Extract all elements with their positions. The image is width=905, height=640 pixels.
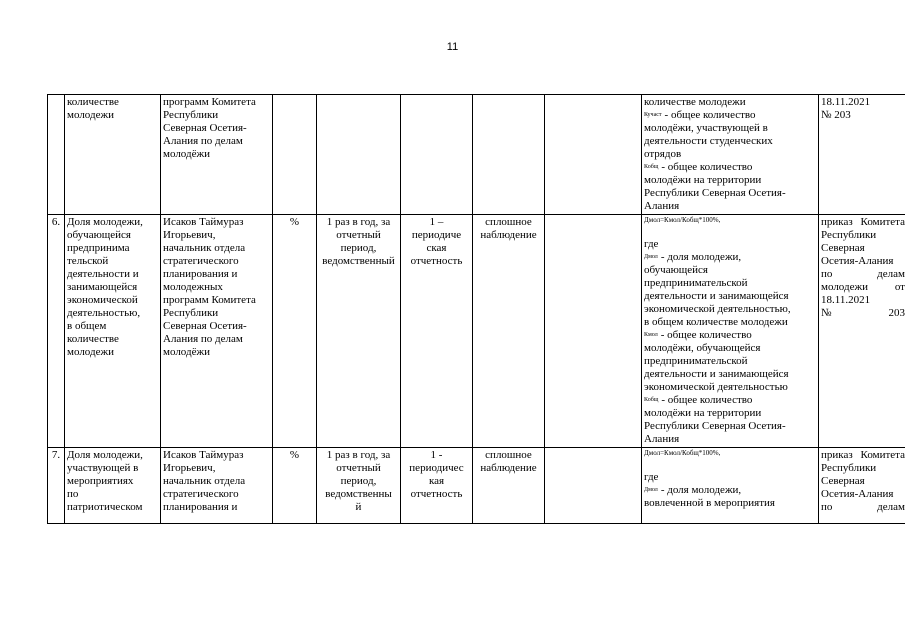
periodicity-line: период, xyxy=(340,475,377,487)
method-line: сплошное xyxy=(485,449,532,461)
reporting-form-cell xyxy=(401,95,473,215)
periodicity-line: отчетный xyxy=(336,229,381,241)
periodicity-line: й xyxy=(355,501,362,513)
symbol: Дмол xyxy=(644,487,658,493)
indicator-name-cell xyxy=(65,95,161,215)
calculation-line: Республики Северная Осетия- xyxy=(644,187,786,199)
periodicity-cell xyxy=(317,448,401,524)
periodicity-line: отчетный xyxy=(336,462,381,474)
symbol: Кучаст xyxy=(644,112,662,118)
responsible-cell xyxy=(161,215,273,448)
indicator-line: участвующей в xyxy=(67,462,139,474)
basis-line: № 203 xyxy=(821,307,905,319)
basis-line: Северная xyxy=(821,242,865,254)
symbol: Кобщ xyxy=(644,164,659,170)
method-line: наблюдение xyxy=(480,462,537,474)
basis-line: 18.11.2021 xyxy=(821,294,871,306)
responsible-line: Игорьевич, xyxy=(163,229,216,241)
symbol-definition: $^{Кобщ}$ - общее количество xyxy=(644,161,753,173)
empty-cell xyxy=(545,95,642,215)
indicator-line: Доля молодежи, xyxy=(67,449,143,461)
method-line: наблюдение xyxy=(480,229,537,241)
basis-line: Осетия-Алания xyxy=(821,488,894,500)
symbol: Кобщ xyxy=(644,397,659,403)
responsible-line: Северная Осетия- xyxy=(163,320,247,332)
indicator-line: в общем xyxy=(67,320,107,332)
table-row xyxy=(48,95,905,215)
basis-line: приказ Комитета xyxy=(821,449,905,461)
basis-cell xyxy=(819,448,905,524)
symbol-definition: $^{Кобщ}$ - общее количество xyxy=(644,394,753,406)
indicator-line: тельской xyxy=(67,255,109,267)
basis-line: по делам xyxy=(821,501,905,513)
indicator-line: экономической xyxy=(67,294,138,306)
responsible-line: программ Комитета xyxy=(163,294,256,306)
symbol-definition: $^{Дмол}$ - доля молодежи, xyxy=(644,251,742,263)
responsible-line: стратегического xyxy=(163,488,239,500)
indicator-line: Доля молодежи, xyxy=(67,216,143,228)
calculation-line: количестве молодежи xyxy=(644,96,746,108)
calculation-line: обучающейся xyxy=(644,264,708,276)
periodicity-line: 1 раз в год, за xyxy=(326,449,391,461)
indicator-line: количестве xyxy=(67,96,119,108)
symbol-definition: $^{Кмол}$ - общее количество xyxy=(644,329,752,341)
basis-line: Республики xyxy=(821,462,877,474)
unit-cell: % xyxy=(273,215,317,448)
indicator-line: молодежи xyxy=(67,346,114,358)
form-line: 1 – xyxy=(429,216,444,228)
responsible-line: Исаков Таймураз xyxy=(163,216,244,228)
calculation-line: отрядов xyxy=(644,148,682,160)
row-number-cell: 6. xyxy=(48,215,65,448)
calculation-line: предпринимательской xyxy=(644,355,748,367)
form-line: кая xyxy=(428,475,445,487)
reporting-form-cell xyxy=(401,215,473,448)
calculation-line: где xyxy=(644,238,659,250)
formula: Дмол=Кмол/Кобщ*100%, xyxy=(644,216,721,224)
indicator-line: количестве xyxy=(67,333,119,345)
calculation-line: молодёжи, обучающейся xyxy=(644,342,761,354)
table-body xyxy=(48,95,905,524)
basis-line: по делам xyxy=(821,268,905,280)
row-number-cell: 7. xyxy=(48,448,65,524)
basis-line: 18.11.2021 xyxy=(821,96,871,108)
calculation-line: молодёжи на территории xyxy=(644,407,762,419)
responsible-cell xyxy=(161,95,273,215)
basis-line: № 203 xyxy=(821,109,851,121)
responsible-line: планирования и xyxy=(163,268,238,280)
unit-cell xyxy=(273,95,317,215)
calculation-cell xyxy=(642,448,819,524)
periodicity-line: 1 раз в год, за xyxy=(326,216,391,228)
table-row xyxy=(48,215,905,448)
formula: Дмол=Кмол/Кобщ*100%, xyxy=(644,449,721,457)
method-cell xyxy=(473,448,545,524)
indicator-line: патриотическом xyxy=(67,501,143,513)
basis-line: Республики xyxy=(821,229,877,241)
empty-cell xyxy=(545,448,642,524)
calculation-line: Республики Северная Осетия- xyxy=(644,420,786,432)
page-number: 11 xyxy=(446,41,459,53)
method-line: сплошное xyxy=(485,216,532,228)
periodicity-cell xyxy=(317,215,401,448)
responsible-line: начальник отдела xyxy=(163,475,246,487)
indicators-table xyxy=(47,94,905,524)
responsible-line: Игорьевич, xyxy=(163,462,216,474)
method-cell xyxy=(473,95,545,215)
symbol-definition: $^{Дмол}$ - доля молодежи, xyxy=(644,484,742,496)
basis-line: приказ Комитета xyxy=(821,216,905,228)
responsible-line: планирования и xyxy=(163,501,238,513)
calculation-cell xyxy=(642,215,819,448)
form-line: периодичес xyxy=(409,462,464,474)
responsible-line: программ Комитета xyxy=(163,96,256,108)
basis-cell xyxy=(819,95,905,215)
indicator-line: занимающейся xyxy=(67,281,138,293)
calculation-line: деятельности и занимающейся xyxy=(644,368,789,380)
basis-line: молодежи от xyxy=(821,281,905,293)
basis-line: Осетия-Алания xyxy=(821,255,894,267)
method-cell xyxy=(473,215,545,448)
periodicity-line: ведомственны xyxy=(325,488,392,500)
form-line: отчетность xyxy=(410,488,463,500)
calculation-line: экономической деятельностью, xyxy=(644,303,791,315)
symbol: Дмол xyxy=(644,254,658,260)
responsible-line: Алания по делам xyxy=(163,333,243,345)
row-number-cell xyxy=(48,95,65,215)
table-row xyxy=(48,448,905,524)
responsible-line: Алания по делам xyxy=(163,135,243,147)
form-line: периодиче xyxy=(411,229,462,241)
responsible-cell xyxy=(161,448,273,524)
responsible-line: стратегического xyxy=(163,255,239,267)
calculation-line: Алания xyxy=(644,433,680,445)
calculation-cell xyxy=(642,95,819,215)
calculation-line: предпринимательской xyxy=(644,277,748,289)
calculation-line: деятельности студенческих xyxy=(644,135,773,147)
indicator-line: мероприятиях xyxy=(67,475,134,487)
responsible-line: Республики xyxy=(163,307,219,319)
calculation-line: в общем количестве молодежи xyxy=(644,316,788,328)
responsible-line: Северная Осетия- xyxy=(163,122,247,134)
empty-cell xyxy=(545,215,642,448)
periodicity-cell xyxy=(317,95,401,215)
periodicity-line: период, xyxy=(340,242,377,254)
calculation-line: экономической деятельностью xyxy=(644,381,788,393)
indicator-line: по xyxy=(67,488,79,500)
symbol-definition: $^{Кучаст}$ - общее количество xyxy=(644,109,756,121)
calculation-line: вовлеченной в мероприятия xyxy=(644,497,775,509)
spacer xyxy=(644,458,816,471)
form-line: отчетность xyxy=(410,255,463,267)
responsible-line: молодёжи xyxy=(163,346,210,358)
spacer xyxy=(644,225,816,238)
responsible-line: молодежных xyxy=(163,281,223,293)
indicator-line: деятельностью, xyxy=(67,307,141,319)
indicator-line: обучающейся xyxy=(67,229,131,241)
indicator-line: молодежи xyxy=(67,109,114,121)
periodicity-line: ведомственный xyxy=(322,255,395,267)
responsible-line: Исаков Таймураз xyxy=(163,449,244,461)
indicator-line: деятельности и xyxy=(67,268,139,280)
calculation-line: молодёжи на территории xyxy=(644,174,762,186)
indicator-name-cell xyxy=(65,448,161,524)
unit-cell: % xyxy=(273,448,317,524)
calculation-line: Алания xyxy=(644,200,680,212)
basis-cell xyxy=(819,215,905,448)
form-line: 1 - xyxy=(430,449,443,461)
indicator-name-cell xyxy=(65,215,161,448)
responsible-line: начальник отдела xyxy=(163,242,246,254)
calculation-line: деятельности и занимающейся xyxy=(644,290,789,302)
reporting-form-cell xyxy=(401,448,473,524)
responsible-line: Республики xyxy=(163,109,219,121)
basis-line: Северная xyxy=(821,475,865,487)
calculation-line: молодёжи, участвующей в xyxy=(644,122,768,134)
symbol: Кмол xyxy=(644,332,658,338)
form-line: ская xyxy=(426,242,447,254)
indicator-line: предпринима xyxy=(67,242,130,254)
calculation-line: где xyxy=(644,471,659,483)
responsible-line: молодёжи xyxy=(163,148,210,160)
